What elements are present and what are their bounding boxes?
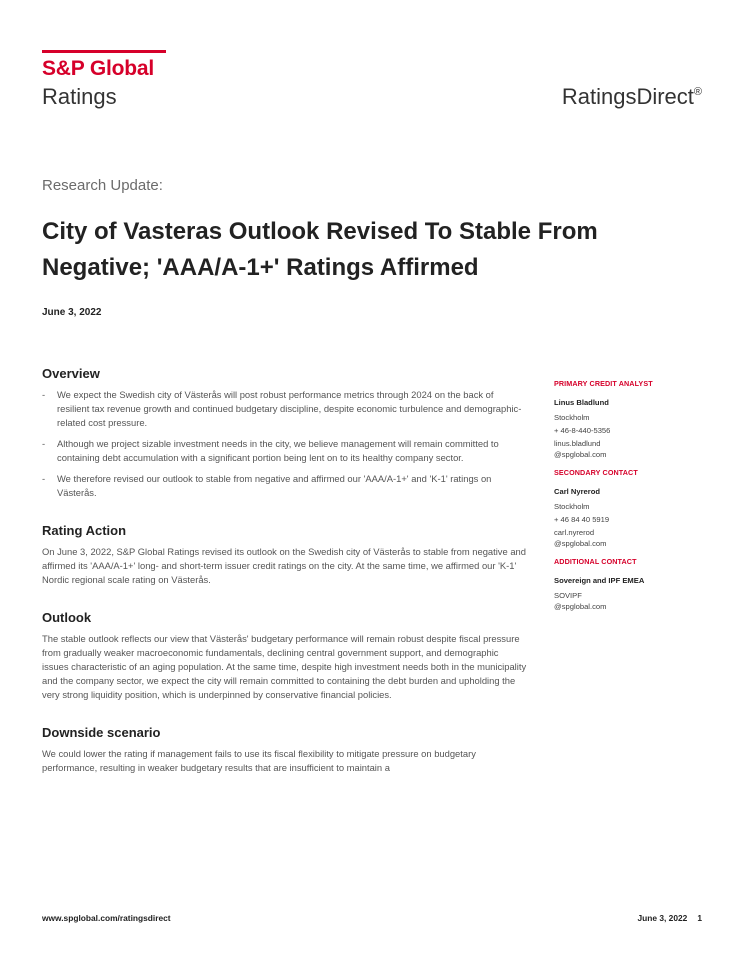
bullet-dash: - <box>42 438 46 449</box>
primary-contact-city: Stockholm <box>554 413 590 422</box>
rating-action-section <box>42 523 527 587</box>
bullet-dash: - <box>42 389 46 400</box>
outlook-text: The stable outlook reflects our view that Västerås' budgetary performance will remain robust despite fiscal pressure from gradually weaker macroeconomic fundamentals, declining central government support, and demographic issues characteristic of an aging population. At the same time, despite high investment needs both in the municipality and the company sector, we expect the city will remain committed to containing the debt burden and upholding the very strong liquidity position, which is underpinned by conservative financial policies. <box>42 633 527 700</box>
downside-section <box>42 725 527 775</box>
registered-mark: ® <box>693 86 702 98</box>
additional-contact-name: Sovereign and IPF EMEA <box>554 576 645 585</box>
main-column <box>42 366 527 798</box>
downside-heading: Downside scenario <box>42 725 161 740</box>
downside-text: We could lower the rating if management fails to use its fiscal flexibility to mitigate pressure on budgetary performance, resulting in weaker budgetary results that are insufficient to maintain a <box>42 748 476 773</box>
primary-contact-name: Linus Bladlund <box>554 398 609 407</box>
additional-contact-email-domain[interactable]: @spglobal.com <box>554 602 607 611</box>
footer-date: June 3, 2022 <box>637 913 688 923</box>
bullet-text: We expect the Swedish city of Västerås will post robust performance metrics through 2024 on the back of resilient tax revenue growth and continued budgetary discipline, despite economic turbulence and demographic-related cost pressure. <box>57 389 522 428</box>
secondary-contact <box>554 468 714 549</box>
logo-bar <box>42 50 166 53</box>
contacts-sidebar <box>554 379 714 614</box>
additional-contact-heading: ADDITIONAL CONTACT <box>554 557 637 566</box>
product-label: RatingsDirect <box>561 84 694 109</box>
report-title: City of Vasteras Outlook Revised To Stable From Negative; 'AAA/A-1+' Ratings Affirmed <box>42 218 598 281</box>
bullet-text: Although we project sizable investment needs in the city, we believe management will remain committed to containing debt accumulation with a significant portion being lent on to its healthy company sector. <box>57 438 499 463</box>
primary-contact-email-user[interactable]: linus.bladlund <box>554 439 601 448</box>
outlook-heading: Outlook <box>42 610 92 625</box>
overview-section <box>42 366 527 500</box>
primary-contact-heading: PRIMARY CREDIT ANALYST <box>554 379 653 388</box>
secondary-contact-email-user[interactable]: carl.nyrerod <box>554 528 595 537</box>
secondary-contact-city: Stockholm <box>554 502 590 511</box>
primary-contact-phone: + 46-8-440-5356 <box>554 426 611 435</box>
secondary-contact-email-domain[interactable]: @spglobal.com <box>554 539 607 548</box>
additional-contact-email-user[interactable]: SOVIPF <box>554 591 582 600</box>
overview-heading: Overview <box>42 366 100 381</box>
brand-subtitle: Ratings <box>42 84 117 109</box>
footer-meta <box>638 913 703 923</box>
report-date: June 3, 2022 <box>42 307 102 318</box>
secondary-contact-phone: + 46 84 40 5919 <box>554 515 610 524</box>
report-kind: Research Update: <box>42 177 163 194</box>
page-number: 1 <box>697 913 702 923</box>
overview-bullets <box>42 388 527 500</box>
list-item <box>42 472 527 500</box>
outlook-section <box>42 610 527 702</box>
additional-contact <box>554 557 714 612</box>
rating-action-text: On June 3, 2022, S&P Global Ratings revised its outlook on the Swedish city of Västerås to stable from negative and affirmed its 'AAA/A-1+' long- and short-term issuer credit ratings on the city. At the same time, we affirmed our 'K-1' Nordic regional scale rating on Västerås. <box>42 546 526 585</box>
secondary-contact-heading: SECONDARY CONTACT <box>554 468 638 477</box>
primary-contact-email-domain[interactable]: @spglobal.com <box>554 450 607 459</box>
rating-action-heading: Rating Action <box>42 523 127 538</box>
footer-url[interactable]: www.spglobal.com/ratingsdirect <box>42 913 171 923</box>
bullet-dash: - <box>42 473 46 484</box>
brand-logo: S&P Global <box>42 57 154 80</box>
secondary-contact-name: Carl Nyrerod <box>554 487 601 496</box>
bullet-text: We therefore revised our outlook to stable from negative and affirmed our 'AAA/A-1+' and 'K-1' ratings on Västerås. <box>57 473 492 498</box>
list-item <box>42 437 527 465</box>
product-name <box>562 84 702 110</box>
list-item <box>42 388 527 430</box>
primary-contact <box>554 379 714 460</box>
